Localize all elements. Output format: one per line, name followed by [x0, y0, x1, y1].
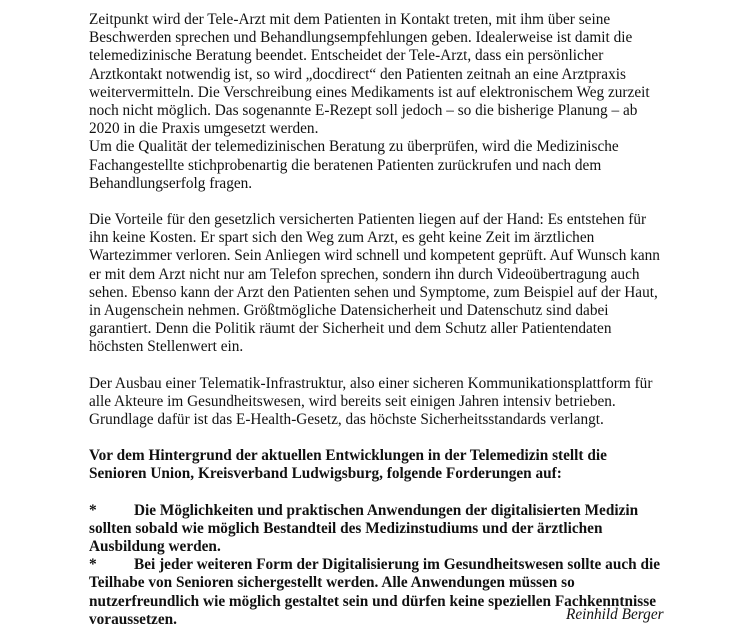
paragraph-vorteile — [89, 211, 679, 357]
text-line: sollten sobald wie möglich Bestandteil des Medizinstudiums und der ärztlichen — [89, 519, 603, 537]
text-line: Behandlungserfolg fragen. — [89, 174, 253, 192]
demand-item-studium — [89, 502, 679, 557]
paragraph-spacer — [89, 193, 679, 211]
text-line: höchsten Stellenwert ein. — [89, 338, 244, 356]
text-line: Teilhabe von Senioren sichergestellt werden. Alle Anwendungen müssen so — [89, 574, 575, 592]
text-line: Zeitpunkt wird der Tele-Arzt mit dem Patienten in Kontakt treten, mit ihm über seine — [89, 11, 611, 28]
text-line: nutzerfreundlich wie möglich gestaltet sein und dürfen keine speziellen Fachkenntnisse — [89, 592, 656, 610]
text-line: Fachangestellte stichprobenartig die beratenen Patienten zurückrufen und nach dem — [89, 156, 602, 174]
text-line: garantiert. Denn die Politik räumt der Sicherheit und dem Schutz aller Patientendaten — [89, 320, 612, 338]
text-line: telemedizinische Beratung beendet. Entscheidet der Tele-Arzt, dass ein persönlicher — [89, 47, 604, 65]
text-line: er mit dem Arzt nicht nur am Telefon sprechen, sondern ihn durch Videoübertragung auch — [89, 265, 640, 283]
text-line: Arztkontakt notwendig ist, so wird „docdirect“ den Patienten zeitnah an eine Arztpraxis — [89, 65, 626, 83]
text-line: alle Akteure im Gesundheitswesen, wird bereits seit einigen Jahren intensiv betrieben. — [89, 392, 616, 410]
text-line: weitervermitteln. Die Verschreibung eines Medikaments ist auf elektronischem Weg zurzeit — [89, 83, 650, 101]
paragraph-spacer — [89, 484, 679, 502]
text-line: Grundlage dafür ist das E-Health-Gesetz, das höchste Sicherheitsstandards verlangt. — [89, 411, 604, 429]
bullet-asterisk: * — [89, 556, 97, 574]
text-line: Wartezimmer verloren. Sein Anliegen wird schnell und kompetent geprüft. Auf Wunsch kann — [89, 247, 660, 265]
text-line: Bei jeder weiteren Form der Digitalisierung im Gesundheitswesen sollte auch die — [134, 556, 660, 574]
text-line: sehen. Ebenso kann der Arzt den Patienten sehen und Symptome, zum Beispiel auf der Haut, — [89, 283, 658, 301]
text-line: ihn keine Kosten. Er spart sich den Weg zum Arzt, es geht keine Zeit im ärztlichen — [89, 229, 595, 247]
paragraph-spacer — [89, 357, 679, 375]
demands-intro — [89, 447, 679, 483]
paragraph-telematik — [89, 375, 679, 430]
text-line: noch nicht möglich. Das sogenannte E-Rezept soll jedoch – so die bisherige Planung – ab — [89, 102, 638, 120]
text-line: Um die Qualität der telemedizinischen Beratung zu überprüfen, wird die Medizinische — [89, 138, 619, 156]
author-signature: Reinhild Berger — [566, 606, 664, 623]
text-line: Der Ausbau einer Telematik-Infrastruktur, also einer sicheren Kommunikationsplattform für — [89, 374, 653, 392]
text-line: voraussetzen. — [89, 610, 177, 628]
bullet-asterisk: * — [89, 501, 97, 519]
text-line: Die Vorteile für den gesetzlich versicherten Patienten liegen auf der Hand: Es entstehen für — [89, 211, 647, 229]
article-body — [89, 11, 679, 629]
text-line: Beschwerden sprechen und Behandlungsempfehlungen geben. Idealerweise ist damit die — [89, 29, 633, 47]
text-line: Vor dem Hintergrund der aktuellen Entwicklungen in der Telemedizin stellt die — [89, 447, 607, 465]
text-line: Ausbildung werden. — [89, 538, 221, 556]
text-line: in Augenschein nehmen. Größtmögliche Datensicherheit und Datenschutz sind dabei — [89, 302, 609, 320]
text-line: Die Möglichkeiten und praktischen Anwendungen der digitalisierten Medizin — [134, 501, 639, 519]
text-line: 2020 in die Praxis umgesetzt werden. — [89, 120, 319, 138]
paragraph-spacer — [89, 429, 679, 447]
text-line: Senioren Union, Kreisverband Ludwigsburg, folgende Forderungen auf: — [89, 465, 562, 483]
paragraph-telearzt — [89, 11, 679, 193]
